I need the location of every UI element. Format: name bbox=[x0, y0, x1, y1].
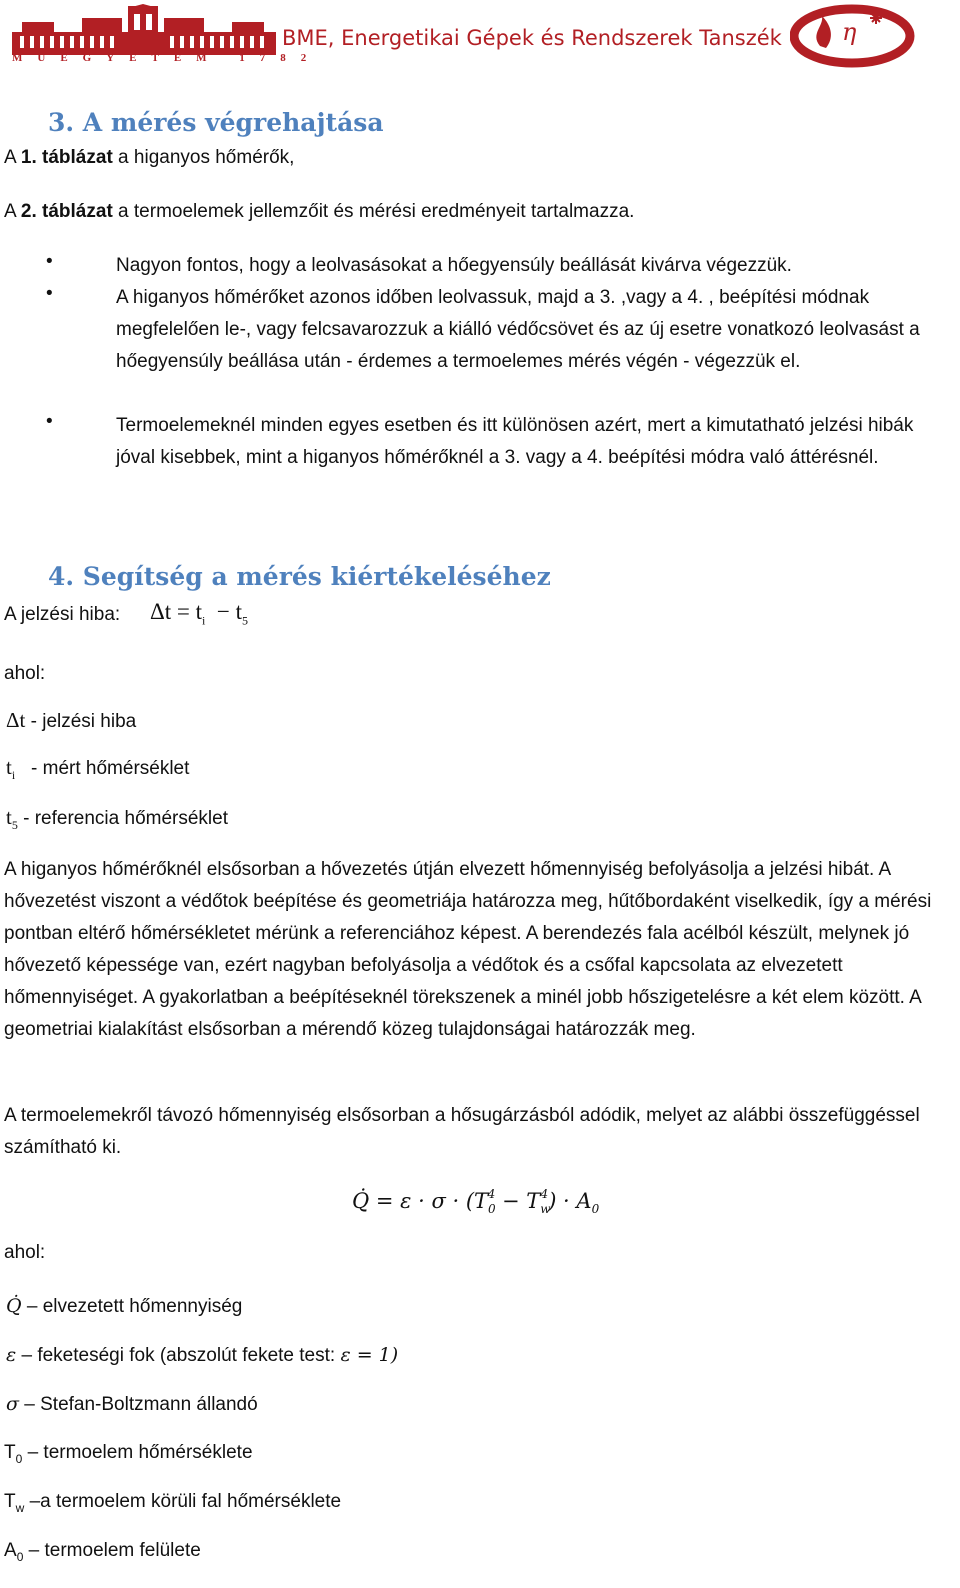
bullet-icon: • bbox=[46, 251, 53, 272]
def-a0: $A_0$ – termoelem felülete bbox=[4, 1540, 201, 1564]
section-3-heading: 3. A mérés végrehajtása bbox=[48, 108, 384, 137]
def-t-5: $t_5$ - referencia hőmérséklet bbox=[6, 805, 228, 833]
paragraph-termoelem: A termoelemekről távozó hőmennyiség elsősorban a hősugárzásból adódik, melyet az alábbi összefüggéssel számítható ki. bbox=[4, 1105, 920, 1158]
list-item: Termoelemeknél minden egyes esetben és itt különösen azért, mert a kimutatható jelzési hibák jóval kisebbek, mint a higanyos hőmérőknél a 3. vagy a 4. beépítési módra való áttérésnél. bbox=[116, 415, 914, 468]
def-t-i: $t_i$ - mért hőmérséklet bbox=[6, 755, 190, 783]
section-4-heading: 4. Segítség a mérés kiértékeléséhez bbox=[48, 562, 551, 591]
intro-line-2: A 2. táblázat a termoelemek jellemzőit és mérési eredményeit tartalmazza. bbox=[4, 201, 635, 222]
error-label: A jelzési hiba: bbox=[4, 604, 121, 625]
formula-jelzesi-hiba: $\Delta t = t_i - t_5$ bbox=[150, 599, 249, 628]
paragraph-higanyos: A higanyos hőmérőknél elsősorban a hővezetés útján elvezett hőmennyiség befolyásolja a jelzési hibát. A hővezetést viszont a védőtok beépítése és geometriája határozza meg, hűtőbordaként viselkedik, így a mérési pontban eltérő hőmérsékletet mérünk a referenciához képest. A berendezés fala acélból készült, melynek jó hővezető képessége van, ezért nagyban befolyásolja a védőtok és a csőfal kapcsolata az elvezetett hőmennyiséget. A gyakorlatban a beépítéseknél törekszenek a minél jobb hőszigetelésre a két elem között. A geometriai kialakítást elsősorban a mérendő közeg tulajdonságai határozzák meg. bbox=[4, 859, 932, 1040]
intro-line-1: A 1. táblázat a higanyos hőmérők, bbox=[4, 147, 295, 168]
def-t0: $T_0$ – termoelem hőmérséklete bbox=[4, 1442, 253, 1466]
header bbox=[0, 0, 960, 80]
def-epsilon: ε – feketeségi fok (abszolút fekete test: ε = 1) bbox=[6, 1344, 399, 1366]
list-item: Nagyon fontos, hogy a leolvasásokat a hőegyensúly beállását kivárva végezzük. bbox=[116, 255, 792, 276]
def-sigma: σ – Stefan-Boltzmann állandó bbox=[6, 1393, 258, 1415]
ahol-label-1: ahol: bbox=[4, 663, 46, 684]
ahol-label-2: ahol: bbox=[4, 1242, 46, 1263]
list-item: A higanyos hőmérőket azonos időben leolvassuk, majd a 3. ,vagy a 4. , beépítési módnak megfelelően le-, vagy felcsavarozzuk a kiálló védőcsövet és az új esetre vonatkozó leolvasást a hőegyensúly beállása után - érdemes a termoelemes mérés végén - végezzük el. bbox=[116, 287, 920, 372]
bullet-icon: • bbox=[46, 411, 53, 432]
formula-hoaram: Q̇ = $\varepsilon \cdot \sigma \cdot (T_0^4 - T_w^4) \cdot A_0$ bbox=[352, 1187, 600, 1217]
eta-symbol: η bbox=[842, 18, 857, 46]
bme-logo-text: MŰEGYETEM 1782 bbox=[12, 52, 322, 64]
department-name: BME, Energetikai Gépek és Rendszerek Tanszék bbox=[282, 26, 782, 50]
def-delta-t: Δt - jelzési hiba bbox=[6, 708, 137, 732]
def-tw: $T_w$ –a termoelem körüli fal hőmérséklete bbox=[4, 1491, 342, 1515]
bullet-icon: • bbox=[46, 283, 53, 304]
def-q: Q̇ – elvezetett hőmennyiség bbox=[6, 1295, 243, 1317]
